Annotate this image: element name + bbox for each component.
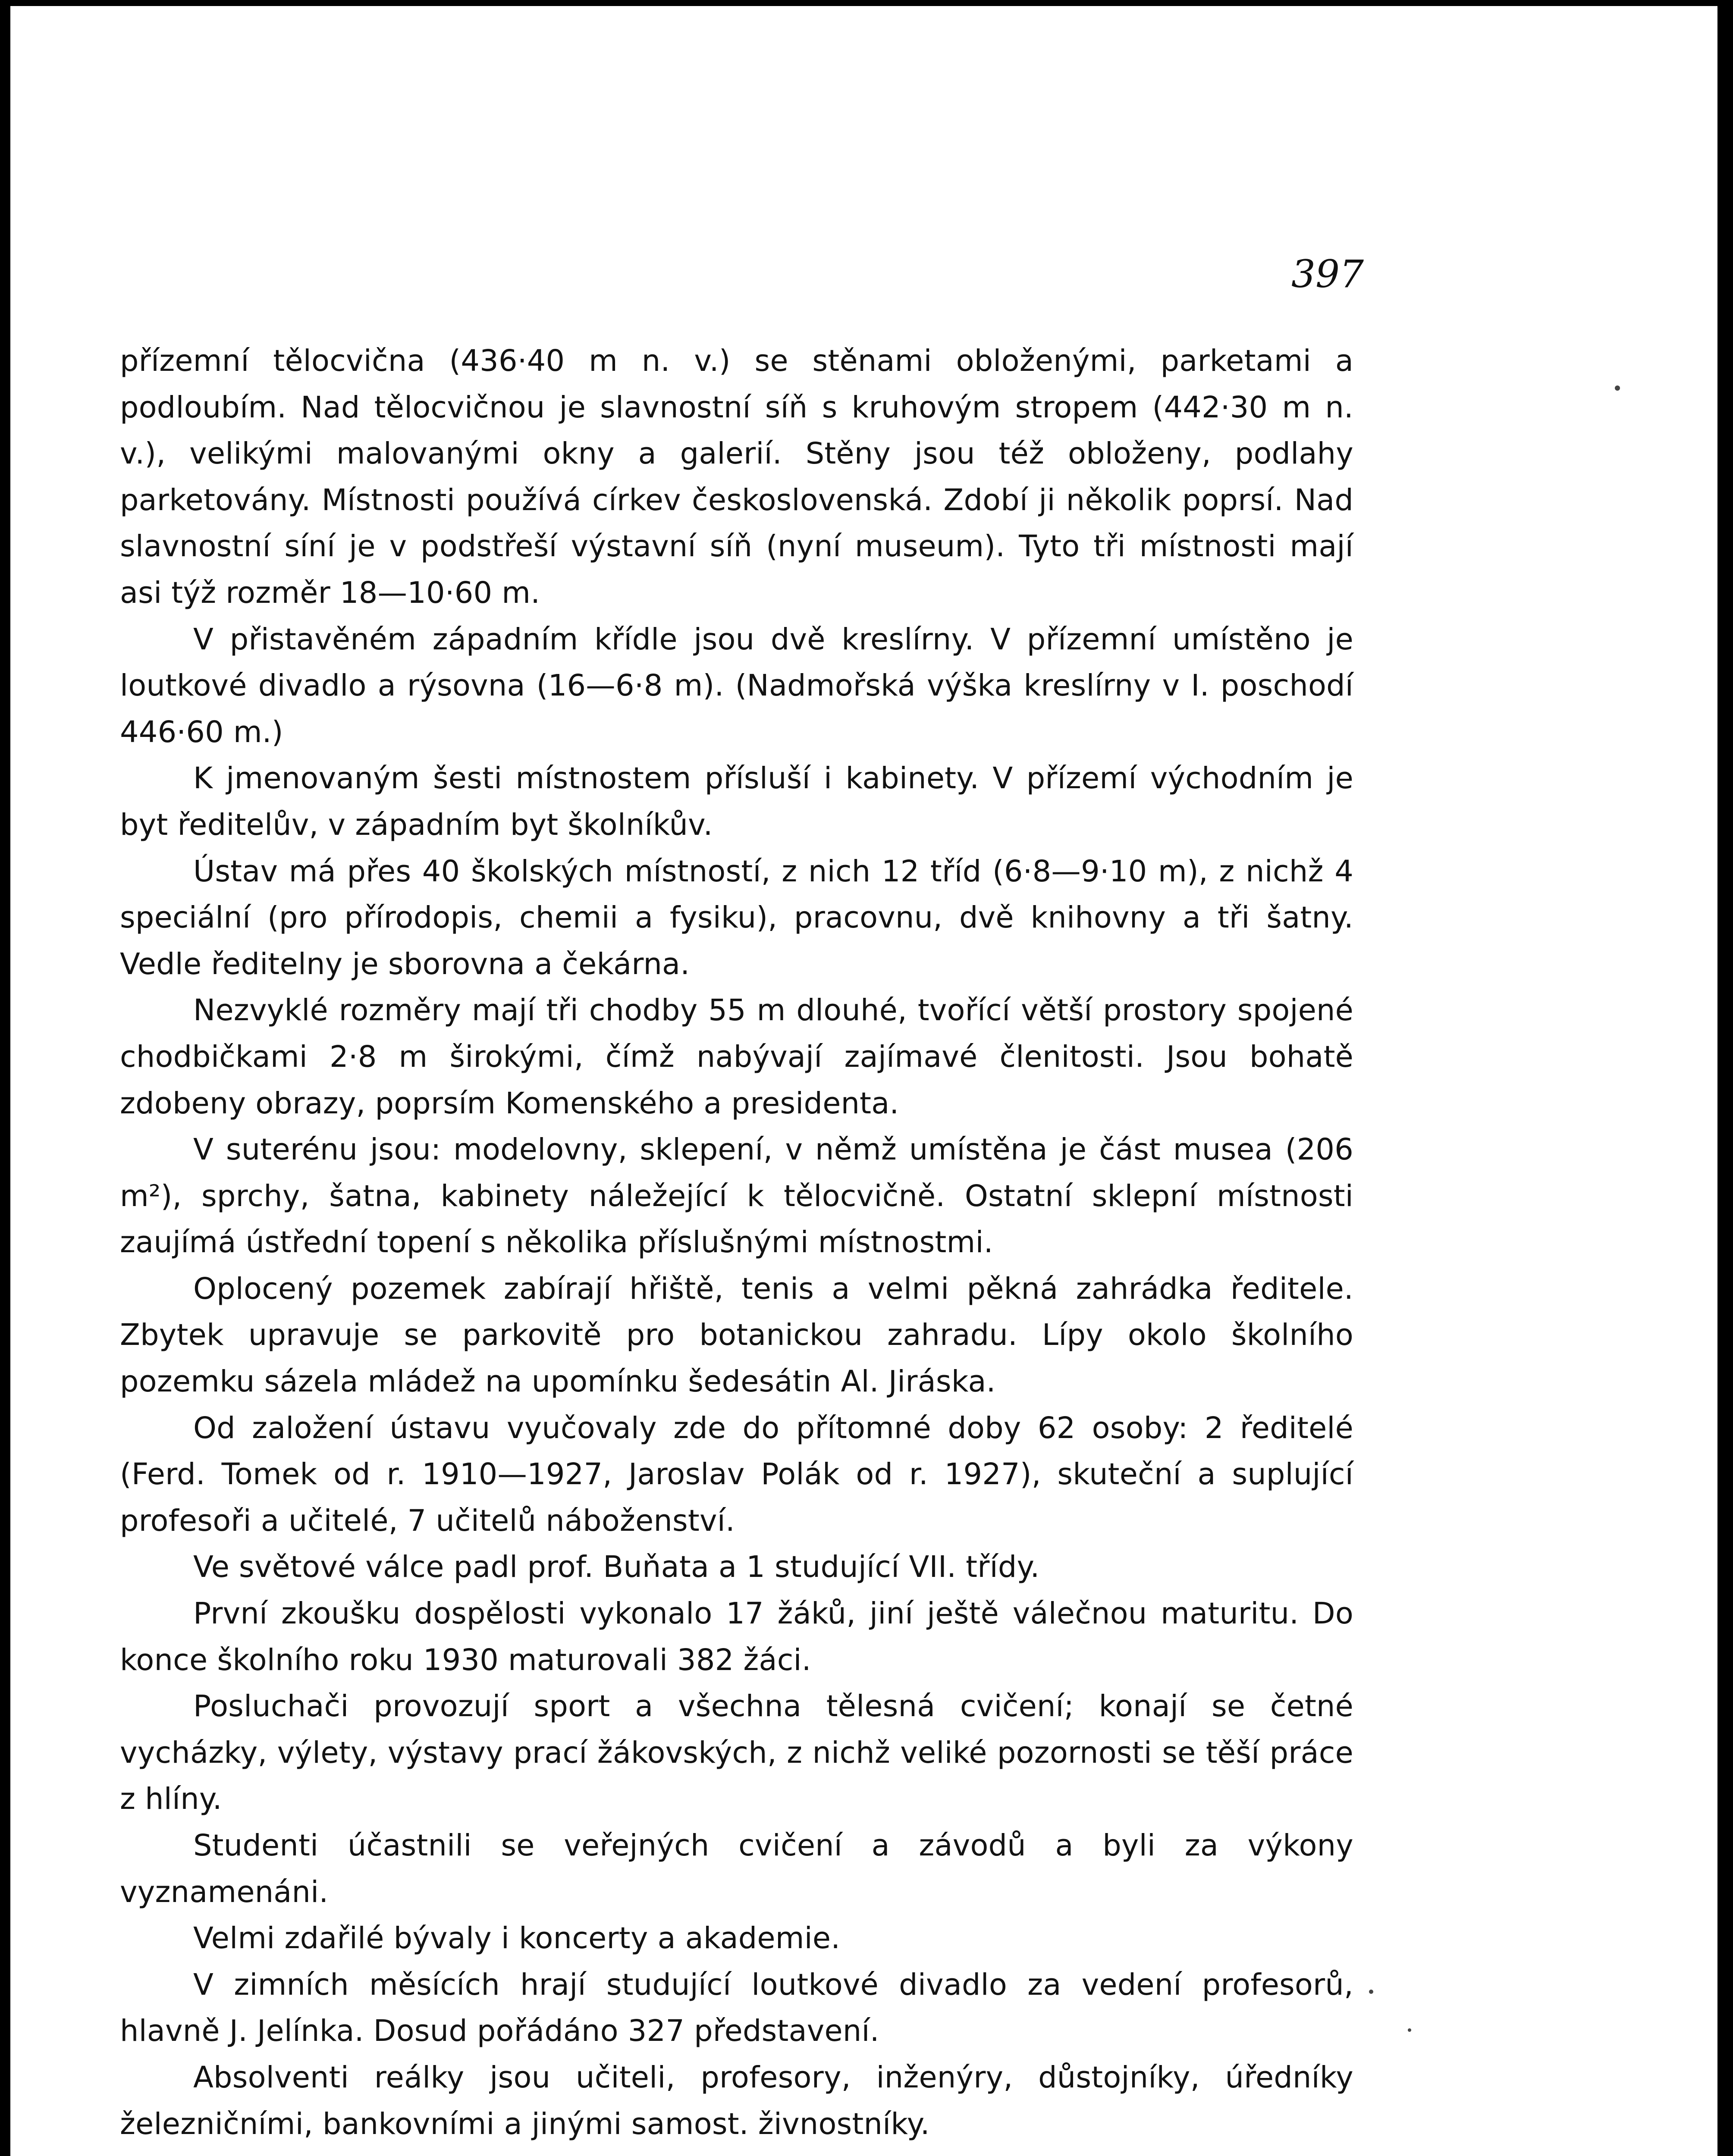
scan-speck bbox=[1615, 385, 1620, 391]
scanned-page bbox=[10, 6, 1727, 2156]
paragraph: Oplocený pozemek zabírají hřiště, tenis a velmi pěkná zahrádka ředitele. Zbytek upravuje se parkovitě pro botanickou zahradu. Lípy okolo školního pozemku sázela mládež na upomínku šedesátin Al. Jiráska. bbox=[120, 1271, 1353, 1399]
body-text bbox=[120, 338, 1353, 2147]
paragraph: Velmi zdařilé bývaly i koncerty a akademie. bbox=[193, 1921, 841, 1956]
paragraph: K jmenovaným šesti místnostem přísluší i kabinety. V přízemí východním je byt ředitelův, v západním byt školníkův. bbox=[120, 761, 1353, 842]
paragraph: V suterénu jsou: modelovny, sklepení, v němž umístěna je část musea (206 m²), sprchy, šatna, kabinety náležející k tělocvičně. Ostatní sklepní místnosti zaujímá ústřední topení s několika příslušnými místnostmi. bbox=[120, 1132, 1353, 1260]
scan-speck bbox=[1408, 2028, 1411, 2032]
paragraph: V přistavěném západním křídle jsou dvě kreslírny. V přízemní umístěno je loutkové divadlo a rýsovna (16—6·8 m). (Nadmořská výška kreslírny v I. poschodí 446·60 m.) bbox=[120, 622, 1353, 749]
paragraph: Ve světové válce padl prof. Buňata a 1 studující VII. třídy. bbox=[193, 1550, 1040, 1585]
paragraph: Absolventi reálky jsou učiteli, profesory, inženýry, důstojníky, úředníky železničními, bankovními a jinými samost. živnostníky. bbox=[120, 2060, 1353, 2141]
paragraph: První zkoušku dospělosti vykonalo 17 žáků, jiní ještě válečnou maturitu. Do konce školního roku 1930 maturovali 382 žáci. bbox=[120, 1596, 1353, 1677]
scan-speck bbox=[1369, 1990, 1373, 1994]
paragraph: Posluchači provozují sport a všechna tělesná cvičení; konají se četné vycházky, výlety, výstavy prací žákovských, z nichž veliké pozornosti se těší práce z hlíny. bbox=[120, 1689, 1353, 1817]
paragraph-continuation: přízemní tělocvična (436·40 m n. v.) se stěnami obloženými, parketami a podloubím. Nad tělocvičnou je slavnostní síň s kruhovým stropem (442·30 m n. v.), velikými malovanými okny a galerií. Stěny jsou též obloženy, podlahy parketovány. Místnosti používá církev československá. Zdobí ji několik poprsí. Nad slavnostní síní je v podstřeší výstavní síň (nyní museum). Tyto tři místnosti mají asi týž rozměr 18—10·60 m. bbox=[120, 344, 1353, 610]
page-number: 397 bbox=[1291, 252, 1364, 296]
paragraph: Ústav má přes 40 školských místností, z nich 12 tříd (6·8—9·10 m), z nichž 4 speciální (pro přírodopis, chemii a fysiku), pracovnu, dvě knihovny a tři šatny. Vedle ředitelny je sborovna a čekárna. bbox=[120, 854, 1353, 981]
paragraph: Nezvyklé rozměry mají tři chodby 55 m dlouhé, tvořící větší prostory spojené chodbičkami 2·8 m širokými, čímž nabývají zajímavé členitosti. Jsou bohatě zdobeny obrazy, poprsím Komenského a presidenta. bbox=[120, 993, 1353, 1121]
paragraph: Od založení ústavu vyučovaly zde do přítomné doby 62 osoby: 2 ředitelé (Ferd. Tomek od r. 1910—1927, Jaroslav Polák od r. 1927), skuteční a suplující profesoři a učitelé, 7 učitelů náboženství. bbox=[120, 1410, 1353, 1538]
paragraph: Studenti účastnili se veřejných cvičení a závodů a byli za výkony vyznamenáni. bbox=[120, 1828, 1353, 1909]
paragraph: V zimních měsících hrají studující loutkové divadlo za vedení profesorů, hlavně J. Jelínka. Dosud pořádáno 327 představení. bbox=[120, 1967, 1353, 2049]
